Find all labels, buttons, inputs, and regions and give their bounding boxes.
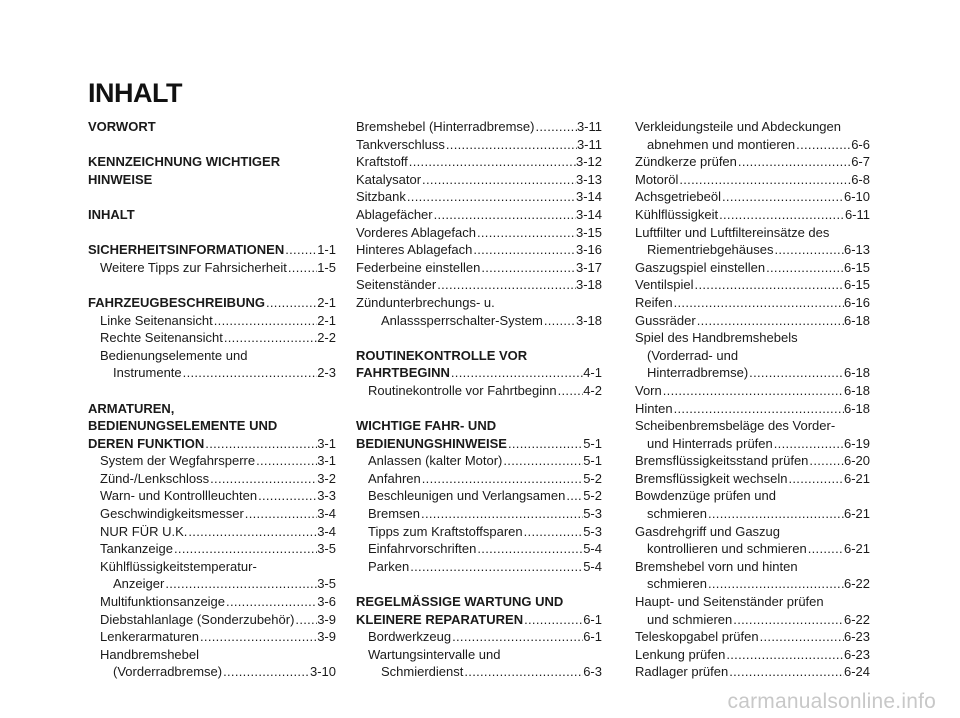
toc-entry-title: Seitenständer [356,277,437,293]
toc-entry-bedienungshinweise[interactable] [356,435,602,453]
toc-heading-inhalt[interactable]: INHALT [88,206,135,222]
toc-entry-achsgetriebeoel[interactable] [635,188,870,206]
toc-entry-reifen[interactable] [635,294,870,312]
toc-entry-page: 3-16 [575,242,602,258]
toc-entry-rechte-seitenansicht[interactable] [88,329,336,347]
toc-entry-title: Vorderes Ablagefach [356,224,476,240]
toc-entry-parken[interactable] [356,558,602,576]
toc-entry-title: Rechte Seitenansicht [100,330,223,346]
toc-entry-title: NUR FÜR U.K. [100,523,188,539]
toc-entry-title: FAHRTBEGINN [356,365,450,381]
toc-entry-title: SICHERHEITSINFORMATIONEN [88,242,285,258]
toc-line-handbremshebel[interactable]: Handbremshebel [100,646,200,662]
toc-entry-kleinere-reparaturen[interactable] [356,611,602,629]
toc-entry-page: 6-13 [843,242,870,258]
toc-entry-title: Schmierdienst [381,664,464,680]
toc-entry-title: Ablagefächer [356,206,433,222]
toc-entry-fahrtbeginn[interactable] [356,364,602,382]
toc-entry-page: 6-24 [843,664,870,680]
toc-entry-title: (Vorderradbremse) [113,664,223,680]
toc-entry-title: Hinteres Ablagefach [356,242,473,258]
toc-entry-page: 3-3 [317,488,336,504]
toc-entry-page: 5-2 [583,470,602,486]
toc-entry-linke-seitenansicht[interactable] [88,312,336,330]
toc-line-gasdrehgriff[interactable]: Gasdrehgriff und Gaszug [635,523,781,539]
toc-line-bremshebel-vorn-hinten[interactable]: Bremshebel vorn und hinten [635,558,798,574]
toc-heading-regelmaessige-wartung[interactable]: REGELMÄSSIGE WARTUNG UND [356,594,564,610]
toc-column-3 [635,118,870,681]
toc-entry-page: 6-23 [843,646,870,662]
toc-entry-page: 2-3 [317,365,336,381]
toc-entry-page: 5-1 [583,435,602,451]
toc-entry-tankanzeige[interactable] [88,540,336,558]
toc-entry-page: 6-18 [843,400,870,416]
toc-entry-page: 6-21 [843,470,870,486]
toc-entry-title: Hinten [635,400,673,416]
toc-entry-title: FAHRZEUGBESCHREIBUNG [88,294,265,310]
toc-entry-title: Beschleunigen und Verlangsamen [368,488,566,504]
toc-entry-motoroel[interactable] [635,171,870,189]
toc-line-verkleidungsteile[interactable]: Verkleidungsteile und Abdeckungen [635,119,841,134]
toc-line-zuendunterbrechung[interactable]: Zündunterbrechungs- u. [356,294,495,310]
toc-entry-title: Kühlflüssigkeit [635,206,719,222]
toc-entry-vorderradbremse[interactable] [88,663,336,681]
toc-entry-page: 6-18 [843,365,870,381]
toc-entry-title: abnehmen und montieren [647,136,796,152]
toc-entry-page: 3-18 [575,277,602,293]
toc-entry-title: Federbeine einstellen [356,259,481,275]
toc-entry-anlassen[interactable] [356,452,602,470]
toc-entry-sitzbank[interactable] [356,188,602,206]
toc-entry-page: 6-1 [583,629,602,645]
toc-entry-page: 3-4 [317,523,336,539]
toc-entry-title: Bremsen [368,506,421,522]
toc-entry-title: Geschwindigkeitsmesser [100,506,244,522]
toc-entry-staender-schmieren[interactable] [635,611,870,629]
toc-entry-page: 6-8 [851,171,870,187]
toc-entry-page: 3-2 [317,470,336,486]
toc-entry-beschleunigen[interactable] [356,487,602,505]
toc-entry-title: Riementriebgehäuses [647,242,774,258]
toc-entry-page: 5-3 [583,523,602,539]
toc-entry-page: 2-1 [317,312,336,328]
toc-entry-title: Lenkerarmaturen [100,629,199,645]
toc-entry-page: 4-2 [583,382,602,398]
toc-entry-title: Zünd-/Lenkschloss [100,470,210,486]
toc-entry-vorderes-ablagefach[interactable] [356,224,602,242]
toc-heading-bedienungselemente[interactable]: BEDIENUNGSELEMENTE UND [88,418,278,434]
toc-entry-title: Hinterradbremse) [647,365,749,381]
toc-entry-page: 6-23 [843,629,870,645]
toc-line-vorderrad-und[interactable]: (Vorderrad- und [647,347,739,363]
toc-entry-title: Ventilspiel [635,277,694,293]
toc-entry-page: 3-18 [575,312,602,328]
toc-entry-title: und schmieren [647,611,733,627]
toc-entry-geschwindigkeitsmesser[interactable] [88,505,336,523]
toc-entry-abnehmen-montieren[interactable] [635,136,870,154]
toc-entry-instrumente[interactable] [88,364,336,382]
toc-entry-diebstahlanlage[interactable] [88,611,336,629]
toc-entry-page: 5-4 [583,558,602,574]
toc-entry-title: Tipps zum Kraftstoffsparen [368,523,523,539]
toc-entry-title: Zündkerze prüfen [635,154,737,170]
toc-entry-title: Vorn [635,382,662,398]
toc-entry-page: 6-20 [843,453,870,469]
toc-entry-wegfahrsperre[interactable] [88,452,336,470]
toc-entry-page: 3-14 [575,189,602,205]
toc-entry-page: 2-2 [317,330,336,346]
toc-entry-page: 2-1 [317,294,336,310]
toc-entry-title: Anlasssperrschalter-System [381,312,543,328]
toc-entry-title: Katalysator [356,171,422,187]
toc-entry-title: Gaszugspiel einstellen [635,259,766,275]
toc-entry-sicherheitsinformationen[interactable] [88,241,336,259]
toc-entry-title: Teleskopgabel prüfen [635,629,759,645]
toc-entry-gaszug-kontrollieren[interactable] [635,540,870,558]
toc-entry-page: 3-1 [317,453,336,469]
toc-entry-warnleuchten[interactable] [88,487,336,505]
toc-entry-seitenstaender[interactable] [356,276,602,294]
toc-entry-page: 3-13 [575,171,602,187]
toc-heading-routinekontrolle[interactable]: ROUTINEKONTROLLE VOR [356,347,528,363]
toc-entry-page: 3-10 [309,664,336,680]
toc-heading-armaturen[interactable]: ARMATUREN, [88,400,175,416]
toc-entry-title: schmieren [647,506,707,522]
toc-entry-title: und Hinterrads prüfen [647,435,773,451]
toc-entry-page: 6-15 [843,259,870,275]
toc-entry-page: 5-2 [583,488,602,504]
toc-entry-page: 6-3 [583,664,602,680]
toc-entry-page: 6-22 [843,576,870,592]
toc-entry-title: Multifunktionsanzeige [100,594,226,610]
toc-entry-title: Routinekontrolle vor Fahrtbeginn [368,382,557,398]
toc-entry-schmierdienst[interactable] [356,663,602,681]
toc-entry-tankverschluss[interactable] [356,136,602,154]
toc-entry-radlager[interactable] [635,663,870,681]
toc-entry-title: DEREN FUNKTION [88,435,205,451]
toc-entry-anzeiger[interactable] [88,575,336,593]
toc-entry-page: 3-11 [576,119,602,134]
toc-entry-anlasssperrschalter[interactable] [356,312,602,330]
toc-entry-title: Anfahren [368,470,421,486]
toc-entry-title: Bremshebel (Hinterradbremse) [356,119,535,134]
toc-entry-title: Tankanzeige [100,541,173,557]
toc-entry-multifunktionsanzeige[interactable] [88,593,336,611]
toc-entry-page: 4-1 [583,365,602,381]
toc-entry-zuend-lenkschloss[interactable] [88,470,336,488]
toc-entry-page: 3-17 [575,259,602,275]
toc-entry-riementriebgehaeuse[interactable] [635,241,870,259]
toc-entry-katalysator[interactable] [356,171,602,189]
toc-entry-page: 6-18 [843,382,870,398]
toc-entry-bremsfluessigkeit-wechseln[interactable] [635,470,870,488]
toc-entry-bremshebel-hinterrad[interactable] [356,118,602,136]
toc-entry-hinterradbremse[interactable] [635,364,870,382]
toc-entry-page: 6-15 [843,277,870,293]
toc-entry-einfahrvorschriften[interactable] [356,540,602,558]
toc-entry-kuehlfluessigkeit[interactable] [635,206,870,224]
toc-entry-anfahren[interactable] [356,470,602,488]
toc-entry-bowdenzuege-schmieren[interactable] [635,505,870,523]
toc-entry-page: 3-14 [575,206,602,222]
toc-entry-page: 1-5 [317,259,336,275]
toc-entry-zuendkerze[interactable] [635,153,870,171]
toc-entry-title: Instrumente [113,365,182,381]
toc-column-1 [88,118,336,681]
toc-entry-page: 6-22 [843,611,870,627]
toc-entry-title: Warn- und Kontrollleuchten [100,488,258,504]
toc-line-bedienungselemente[interactable]: Bedienungselemente und [100,347,248,363]
toc-entry-gaszugspiel[interactable] [635,259,870,277]
toc-entry-page: 6-18 [843,312,870,328]
toc-entry-page: 3-11 [576,136,602,152]
toc-entry-title: Linke Seitenansicht [100,312,213,328]
toc-entry-page: 1-1 [317,242,336,258]
toc-entry-title: schmieren [647,576,707,592]
toc-entry-page: 6-11 [844,206,870,222]
toc-entry-title: Achsgetriebeöl [635,189,721,205]
toc-line-haupt-seitenstaender[interactable]: Haupt- und Seitenständer prüfen [635,594,824,610]
toc-entry-page: 5-4 [583,541,602,557]
toc-entry-title: Bremsflüssigkeitsstand prüfen [635,453,809,469]
toc-entry-hinten[interactable] [635,400,870,418]
toc-entry-kraftstoff[interactable] [356,153,602,171]
page-title: INHALT [88,78,182,108]
toc-column-2 [356,118,602,681]
toc-entry-ventilspiel[interactable] [635,276,870,294]
toc-entry-page: 6-7 [851,154,870,170]
toc-entry-title: KLEINERE REPARATUREN [356,611,524,627]
toc-entry-hinterrads-pruefen[interactable] [635,435,870,453]
toc-entry-bremshebel-schmieren[interactable] [635,575,870,593]
toc-entry-fahrzeugbeschreibung[interactable] [88,294,336,312]
toc-entry-title: Einfahrvorschriften [368,541,477,557]
toc-line-luftfilter[interactable]: Luftfilter und Luftfiltereinsätze des [635,224,830,240]
toc-entry-title: System der Wegfahrsperre [100,453,256,469]
toc-entry-title: Parken [368,558,410,574]
watermark-text: carmanualsonline.info [727,690,936,713]
toc-entry-title: Bremsflüssigkeit wechseln [635,470,788,486]
toc-entry-hinteres-ablagefach[interactable] [356,241,602,259]
toc-entry-title: Radlager prüfen [635,664,729,680]
toc-entry-page: 6-21 [843,506,870,522]
toc-entry-page: 3-15 [575,224,602,240]
toc-entry-page: 6-10 [843,189,870,205]
toc-line-wartungsintervalle[interactable]: Wartungsintervalle und [368,646,501,662]
toc-line-spiel-handbremshebel[interactable]: Spiel des Handbremshebels [635,330,798,346]
toc-heading-hinweise[interactable]: HINWEISE [88,171,153,187]
toc-entry-page: 6-21 [843,541,870,557]
toc-line-scheibenbremsbelaege[interactable]: Scheibenbremsbeläge des Vorder- [635,418,836,434]
toc-entry-routinekontrolle[interactable] [356,382,602,400]
toc-entry-page: 3-9 [317,611,336,627]
toc-entry-tipps-fahrsicherheit[interactable] [88,259,336,277]
toc-entry-title: Gussräder [635,312,696,328]
toc-entry-page: 3-1 [317,435,336,451]
toc-entry-title: Anzeiger [113,576,165,592]
toc-entry-title: kontrollieren und schmieren [647,541,807,557]
toc-entry-kraftstoffsparen[interactable] [356,523,602,541]
toc-entry-ablagefaecher[interactable] [356,206,602,224]
toc-entry-vorn[interactable] [635,382,870,400]
toc-entry-title: Tankverschluss [356,136,445,152]
toc-entry-bordwerkzeug[interactable] [356,628,602,646]
toc-entry-lenkerarmaturen[interactable] [88,628,336,646]
toc-heading-wichtige-fahr[interactable]: WICHTIGE FAHR- UND [356,418,497,434]
toc-entry-page: 6-19 [843,435,870,451]
toc-entry-page: 3-5 [317,576,336,592]
toc-entry-deren-funktion[interactable] [88,435,336,453]
toc-entry-page: 3-9 [317,629,336,645]
toc-entry-page: 3-5 [317,541,336,557]
toc-entry-bremsen[interactable] [356,505,602,523]
toc-entry-page: 3-12 [575,154,602,170]
toc-entry-lenkung[interactable] [635,646,870,664]
toc-entry-title: BEDIENUNGSHINWEISE [356,435,507,451]
toc-entry-title: Anlassen (kalter Motor) [368,453,503,469]
toc-entry-title: Weitere Tipps zur Fahrsicherheit [100,259,287,275]
toc-line-bowdenzuege[interactable]: Bowdenzüge prüfen und [635,488,776,504]
toc-entry-page: 5-1 [583,453,602,469]
toc-entry-title: Reifen [635,294,673,310]
toc-entry-page: 6-16 [843,294,870,310]
toc-entry-page: 6-1 [583,611,602,627]
toc-entry-title: Diebstahlanlage (Sonderzubehör) [100,611,295,627]
toc-line-kuehlfluessigkeit[interactable]: Kühlflüssigkeitstemperatur- [100,558,257,574]
toc-entry-teleskopgabel[interactable] [635,628,870,646]
toc-entry-gussraeder[interactable] [635,312,870,330]
toc-entry-bremsfluessigkeitsstand[interactable] [635,452,870,470]
toc-entry-page: 3-6 [317,594,336,610]
toc-entry-title: Lenkung prüfen [635,646,726,662]
toc-entry-page: 6-6 [851,136,870,152]
toc-heading-kennzeichnung[interactable]: KENNZEICHNUNG WICHTIGER [88,154,281,170]
toc-heading-vorwort[interactable]: VORWORT [88,119,156,134]
toc-entry-page: 3-4 [317,506,336,522]
toc-entry-title: Sitzbank [356,189,406,205]
toc-entry-nur-fuer-uk[interactable] [88,523,336,541]
toc-entry-title: Bordwerkzeug [368,629,452,645]
toc-entry-title: Motoröl [635,171,679,187]
toc-entry-page: 5-3 [583,506,602,522]
toc-entry-title: Kraftstoff [356,154,408,170]
toc-entry-federbeine[interactable] [356,259,602,277]
